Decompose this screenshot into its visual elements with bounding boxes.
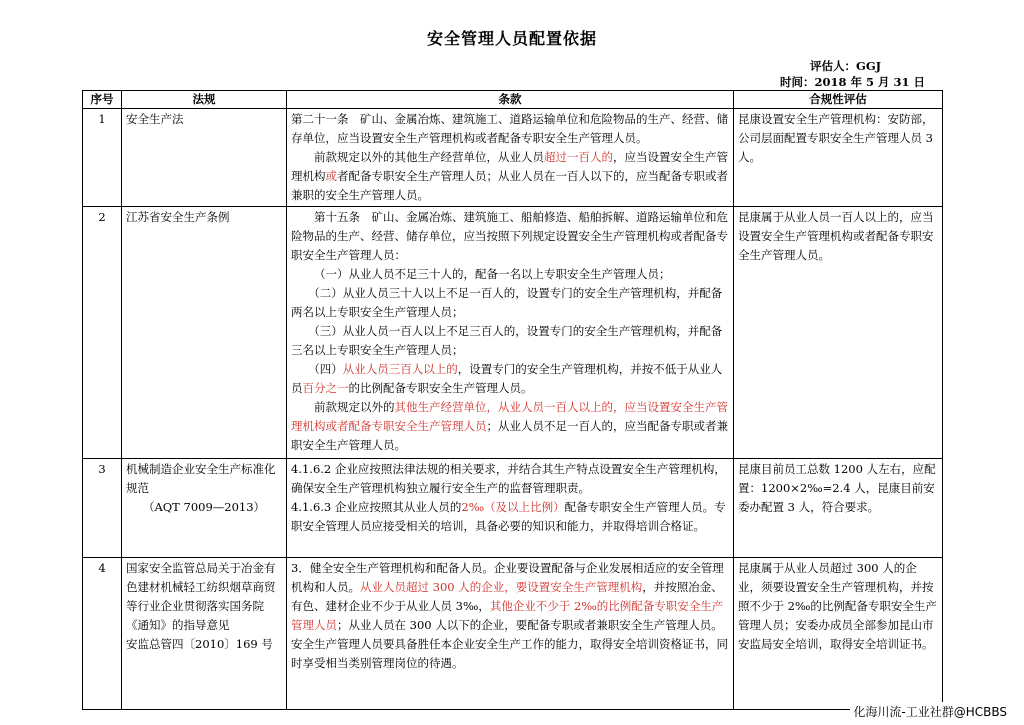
row-compliance: 昆康目前员工总数 1200 人左右，应配置：1200×2‰=2.4 人，昆康目前安委办配置 3 人，符合要求。 — [734, 459, 943, 558]
clause-text: 3．健全安全生产管理机构和配备人员。企业要设置配备与企业发展相适应的安全管理机构和人员。 — [291, 561, 724, 594]
clause-highlight: 或 — [325, 169, 337, 183]
header-clause: 条款 — [287, 91, 734, 109]
row-law — [122, 459, 287, 558]
row-no: 1 — [83, 109, 122, 207]
table-header-row — [83, 91, 943, 109]
assessor-label: 评估人：GGJ — [810, 59, 882, 73]
page-title: 安全管理人员配置依据 — [426, 29, 597, 48]
row-no: 2 — [83, 207, 122, 459]
clause-paragraph: 第十五条 矿山、金属冶炼、建筑施工、船舶修造、船舶拆解、道路运输单位和危险物品的生产、经营、储存单位，应当按照下列规定设置安全生产管理机构或者配备专职安全生产管理人员： — [291, 210, 728, 262]
clause-text: 前款规定以外的 — [314, 400, 395, 414]
clause-item: （一）从业人员不足三十人的，配备一名以上专职安全生产管理人员； — [314, 267, 671, 281]
clause-item — [291, 360, 729, 398]
row-compliance: 昆康属于从业人员一百人以上的，应当设置安全生产管理机构或者配备专职安全生产管理人员。 — [734, 207, 943, 459]
watermark-text: 化海川流-工业社群@HCBBS — [850, 702, 1010, 721]
table-row — [83, 109, 943, 207]
row-law: 江苏省安全生产条例 — [122, 207, 287, 459]
clause-item: （三）从业人员一百人以上不足三百人的，设置专门的安全生产管理机构，并配备三名以上专职安全生产管理人员； — [291, 324, 723, 357]
clause-item: （二）从业人员三十人以上不足一百人的，设置专门的安全生产管理机构，并配备两名以上专职安全生产管理人员； — [291, 286, 723, 319]
table-row — [83, 459, 943, 558]
clause-highlight: 2‰（及以上比例） — [461, 500, 565, 514]
clause-paragraph: 第二十一条 矿山、金属冶炼、建筑施工、道路运输单位和危险物品的生产、经营、储存单位，应当设置安全生产管理机构或者配备专职安全生产管理人员。 — [291, 112, 728, 145]
clause-highlight: 从业人员三百人以上的 — [342, 362, 458, 376]
table-row — [83, 207, 943, 459]
row-clause — [287, 207, 734, 459]
law-code: （AQT 7009—2013） — [142, 500, 266, 514]
law-title: 国家安全监管总局关于冶金有色建材机械轻工纺织烟草商贸等行业企业贯彻落实国务院《通知》的指导意见 — [126, 561, 276, 632]
law-code: 安监总管四〔2010〕169 号 — [126, 637, 273, 651]
clause-paragraph — [291, 148, 729, 205]
clause-highlight: 其他企业不少于 2‰的比例配备专职安全生产管理人员 — [291, 599, 724, 632]
row-law — [122, 558, 287, 710]
law-title: 机械制造企业安全生产标准化规范 — [126, 462, 276, 495]
clause-text: 前款规定以外的其他生产经营单位，从业人员 — [314, 150, 544, 164]
row-clause — [287, 459, 734, 558]
header-compliance: 合规性评估 — [734, 91, 943, 109]
clause-text: ；从业人员不足一百人的，应当配备专职或者兼职安全生产管理人员。 — [291, 419, 728, 452]
clause-text: ，并按照冶金、有色、建材企业不少于从业人员 3‰， — [291, 580, 723, 613]
compliance-table — [82, 90, 943, 710]
clause-highlight: 从业人员超过 300 人的企业，要设置安全生产管理机构 — [360, 580, 643, 594]
clause-highlight: 超过一百人的 — [544, 150, 613, 164]
row-clause — [287, 109, 734, 207]
row-clause — [287, 558, 734, 710]
clause-paragraph — [291, 498, 729, 536]
row-no: 4 — [83, 558, 122, 710]
clause-text: ；从业人员在 300 人以下的企业，要配备专职或者兼职安全生产管理人员。安全生产管理人员要具备胜任本企业安全生产工作的能力，取得安全培训资格证书，同时享受相当类别管理岗位的待遇。 — [291, 618, 728, 670]
row-compliance: 昆康属于从业人员超过 300 人的企业，须要设置安全生产管理机构，并按照不少于 2‰的比例配备专职安全生产管理人员；安委办成员全部参加昆山市安监局安全培训，取得安全培训证书。 — [734, 558, 943, 710]
clause-text: 配备专职安全生产管理人员。专职安全管理人员应接受相关的培训，具备必要的知识和能力，并取得培训合格证。 — [291, 500, 726, 533]
row-law: 安全生产法 — [122, 109, 287, 207]
clause-text: 的比例配备专职安全生产管理人员。 — [348, 381, 533, 395]
clause-paragraph: 4.1.6.2 企业应按照法律法规的相关要求，并结合其生产特点设置安全生产管理机构，确保安全生产管理机构独立履行安全生产的监督管理职责。 — [291, 462, 726, 495]
date-label: 时间：2018 年 5 月 31 日 — [780, 75, 926, 89]
clause-paragraph — [291, 559, 729, 673]
clause-highlight: 其他生产经营单位，从业人员一百人以上的，应当设置安全生产管理机构或者配备专职安全生产管理人员 — [291, 400, 728, 433]
header-no: 序号 — [83, 91, 122, 109]
header-law: 法规 — [122, 91, 287, 109]
clause-text: 者配备专职安全生产管理人员；从业人员在一百人以下的，应当配备专职或者兼职的安全生产管理人员。 — [291, 169, 728, 202]
clause-highlight: 百分之一 — [302, 381, 349, 395]
clause-text: 4.1.6.3 企业应按照其从业人员的 — [291, 500, 462, 514]
clause-text: （四） — [308, 362, 343, 376]
row-no: 3 — [83, 459, 122, 558]
clause-paragraph — [291, 398, 729, 455]
clause-text: ，应当设置安全生产管理机构 — [291, 150, 728, 183]
row-compliance: 昆康设置安全生产管理机构：安防部，公司层面配置专职安全生产管理人员 3 人。 — [734, 109, 943, 207]
table-row — [83, 558, 943, 710]
clause-text: ，设置专门的安全生产管理机构，并按不低于从业人员 — [291, 362, 723, 395]
